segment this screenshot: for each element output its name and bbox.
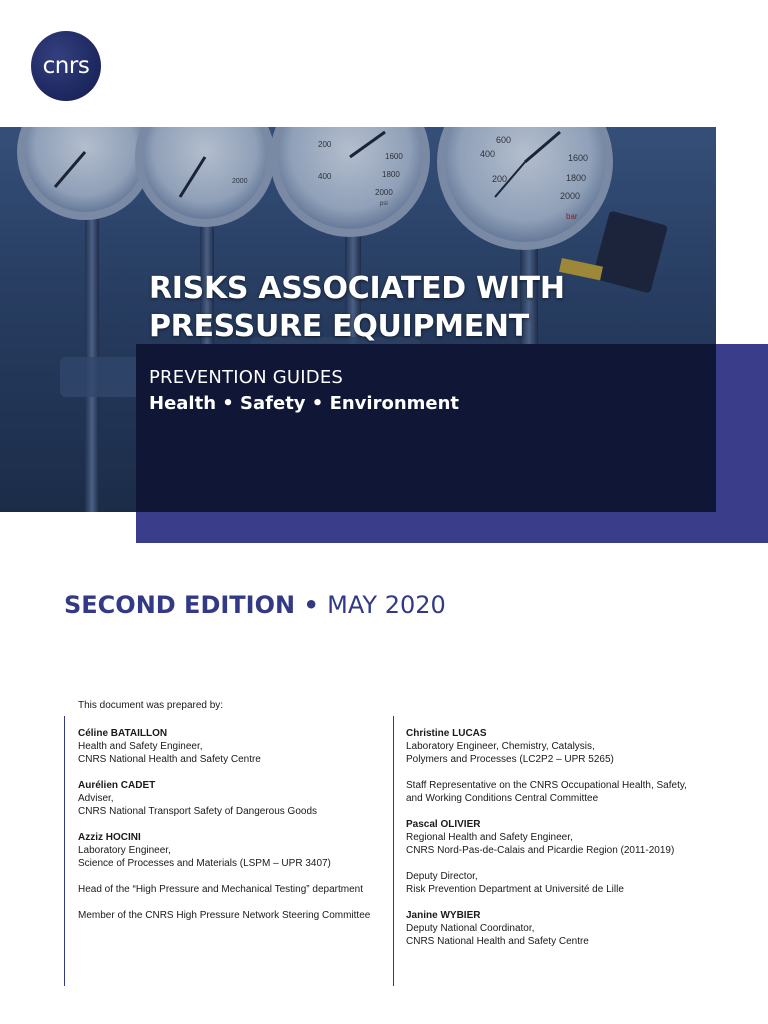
author-affiliation: Polymers and Processes (LC2P2 – UPR 5265)	[406, 754, 614, 765]
author-note-text: Head of the “High Pressure and Mechanical Testing” department	[78, 884, 363, 895]
column-divider-left	[64, 716, 65, 986]
gauge-label: 2000	[232, 178, 248, 185]
author-name: Céline BATAILLON	[78, 728, 168, 739]
authors-left-column	[78, 727, 370, 935]
document-title	[149, 270, 709, 346]
author-role: Regional Health and Safety Engineer,	[406, 832, 573, 843]
series-topics: Health • Safety • Environment	[149, 393, 460, 414]
author-affiliation: Science of Processes and Materials (LSPM – UPR 3407)	[78, 858, 331, 869]
author-note-text: Deputy Director,	[406, 871, 478, 882]
title-line-1: RISKS ASSOCIATED WITH	[149, 271, 565, 306]
gauge-unit: bar	[566, 212, 578, 221]
logo-text: cnrs	[42, 53, 90, 79]
author-affiliation: CNRS National Health and Safety Centre	[78, 754, 261, 765]
edition-line	[64, 591, 446, 619]
gauge-label: 1600	[385, 152, 403, 161]
gauge-label: 600	[496, 135, 512, 145]
author-role: Adviser,	[78, 793, 114, 804]
author-entry	[406, 909, 687, 948]
gauge-label: 200	[492, 174, 508, 184]
cnrs-logo	[31, 31, 101, 101]
author-role: Laboratory Engineer, Chemistry, Catalysis,	[406, 741, 595, 752]
gauge-unit: psi	[380, 201, 388, 207]
author-entry	[78, 831, 370, 870]
edition-date: MAY 2020	[327, 591, 446, 619]
author-name: Janine WYBIER	[406, 910, 481, 921]
author-note	[78, 909, 370, 922]
author-entry	[406, 818, 687, 857]
authors-right-column	[406, 727, 687, 961]
edition-separator: •	[295, 591, 328, 619]
author-note	[78, 883, 370, 896]
gauge-label: 200	[318, 140, 332, 149]
author-entry	[78, 727, 370, 766]
column-divider-right	[393, 716, 394, 986]
gauge-label: 1600	[568, 153, 589, 163]
series-name: PREVENTION GUIDES	[149, 367, 344, 388]
author-role: Health and Safety Engineer,	[78, 741, 203, 752]
author-note-text: Risk Prevention Department at Université de Lille	[406, 884, 624, 895]
author-note	[406, 870, 687, 896]
author-note	[406, 779, 687, 805]
gauge-label: 1800	[566, 173, 587, 183]
author-name: Azziz HOCINI	[78, 832, 141, 843]
author-role: Deputy National Coordinator,	[406, 923, 535, 934]
gauge-label: 2000	[375, 188, 393, 197]
author-affiliation: CNRS National Health and Safety Centre	[406, 936, 589, 947]
author-name: Aurélien CADET	[78, 780, 156, 791]
prepared-by-label: This document was prepared by:	[78, 700, 224, 711]
author-entry	[78, 779, 370, 818]
gauge-label: 2000	[560, 191, 581, 201]
author-affiliation: CNRS Nord-Pas-de-Calais and Picardie Region (2011-2019)	[406, 845, 675, 856]
gauge-label: 400	[480, 149, 496, 159]
author-name: Pascal OLIVIER	[406, 819, 481, 830]
gauge-label: 1800	[382, 170, 400, 179]
author-note-text: and Working Conditions Central Committee	[406, 793, 599, 804]
author-note-text: Member of the CNRS High Pressure Network Steering Committee	[78, 910, 371, 921]
author-role: Laboratory Engineer,	[78, 845, 171, 856]
gauge-label: 400	[318, 172, 332, 181]
title-line-2: PRESSURE EQUIPMENT	[149, 309, 529, 344]
author-name: Christine LUCAS	[406, 728, 487, 739]
author-entry	[406, 727, 687, 766]
author-affiliation: CNRS National Transport Safety of Dangerous Goods	[78, 806, 318, 817]
author-note-text: Staff Representative on the CNRS Occupational Health, Safety,	[406, 780, 687, 791]
edition-label: SECOND EDITION	[64, 591, 296, 619]
